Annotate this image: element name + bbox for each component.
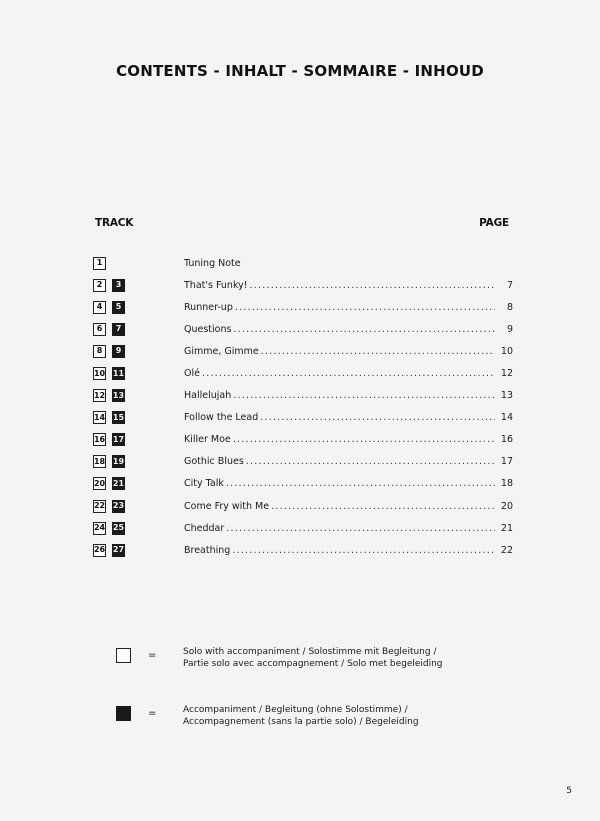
- track-numbers: [93, 257, 184, 270]
- dot-leader: [260, 412, 495, 423]
- entry-title: Tuning Note: [184, 257, 241, 269]
- entry-title: Breathing: [184, 544, 231, 556]
- page-number: 5: [566, 786, 572, 796]
- entry-page: 8: [506, 301, 513, 313]
- track-numbers: [93, 522, 184, 535]
- accompaniment-box-icon: [116, 706, 131, 721]
- track-numbers: [93, 323, 184, 336]
- dot-leader: [246, 456, 495, 467]
- solo-track-number: 18: [93, 455, 106, 468]
- solo-track-number: 4: [93, 301, 106, 314]
- accompaniment-track-number: 17: [112, 433, 125, 446]
- toc-entry: [184, 280, 513, 291]
- accompaniment-track-number: 9: [112, 345, 125, 358]
- legend-solo-line-1: Solo with accompaniment / Solostimme mit Begleitung /: [183, 647, 437, 657]
- toc-row: [93, 274, 513, 296]
- accompaniment-track-number: 19: [112, 455, 125, 468]
- entry-title: Come Fry with Me: [184, 500, 270, 512]
- dot-leader: [250, 280, 495, 291]
- entry-title: That's Funky!: [184, 279, 248, 291]
- toc-row: [93, 362, 513, 384]
- entry-title: Hallelujah: [184, 390, 232, 402]
- toc-row: [93, 385, 513, 407]
- toc-row: [93, 318, 513, 340]
- solo-track-number: 20: [93, 477, 106, 490]
- dot-leader: [261, 346, 495, 357]
- entry-page: 14: [500, 412, 513, 424]
- toc-entry: [184, 324, 513, 335]
- solo-track-number: 6: [93, 323, 106, 336]
- legend-solo-description: [183, 646, 513, 670]
- legend-accompaniment-description: [183, 704, 513, 728]
- dot-leader: [226, 523, 495, 534]
- legend-acc-line-2: Accompagnement (sans la partie solo) / Begeleiding: [183, 717, 419, 728]
- accompaniment-track-number: 3: [112, 279, 125, 292]
- track-numbers: [93, 301, 184, 314]
- dot-leader: [233, 390, 495, 401]
- solo-track-number: 14: [93, 411, 106, 424]
- toc-row: [93, 296, 513, 318]
- accompaniment-track-number: 15: [112, 411, 125, 424]
- solo-track-number: 1: [93, 257, 106, 270]
- legend-acc-line-1: Accompaniment / Begleitung (ohne Solostimme) /: [183, 705, 408, 715]
- entry-page: 20: [500, 500, 513, 512]
- solo-track-number: 12: [93, 389, 106, 402]
- table-of-contents: [93, 252, 513, 561]
- dot-leader: [271, 501, 495, 512]
- entry-page: 13: [500, 390, 513, 402]
- entry-page: 9: [506, 323, 513, 335]
- track-column-header: TRACK: [95, 217, 134, 229]
- track-numbers: [93, 544, 184, 557]
- track-numbers: [93, 279, 184, 292]
- solo-track-number: 26: [93, 544, 106, 557]
- solo-track-number: 8: [93, 345, 106, 358]
- dot-leader: [202, 368, 495, 379]
- toc-row: [93, 252, 513, 274]
- solo-track-number: 24: [93, 522, 106, 535]
- legend-equals: =: [148, 650, 157, 661]
- track-numbers: [93, 345, 184, 358]
- entry-title: Olé: [184, 368, 200, 380]
- toc-entry: [184, 346, 513, 357]
- track-numbers: [93, 455, 184, 468]
- track-numbers: [93, 389, 184, 402]
- solo-box-icon: [116, 648, 131, 663]
- toc-row: [93, 407, 513, 429]
- accompaniment-track-number: 27: [112, 544, 125, 557]
- entry-page: 7: [506, 279, 513, 291]
- toc-row: [93, 429, 513, 451]
- toc-entry: [184, 523, 513, 534]
- toc-row: [93, 539, 513, 561]
- solo-track-number: 22: [93, 500, 106, 513]
- toc-entry: [184, 302, 513, 313]
- accompaniment-track-number: 11: [112, 367, 125, 380]
- accompaniment-track-number: 23: [112, 500, 125, 513]
- track-numbers: [93, 433, 184, 446]
- legend-solo-line-2: Partie solo avec accompagnement / Solo met begeleiding: [183, 659, 443, 670]
- track-numbers: [93, 477, 184, 490]
- accompaniment-track-number: 25: [112, 522, 125, 535]
- toc-entry: [184, 456, 513, 467]
- accompaniment-track-number: 7: [112, 323, 125, 336]
- entry-page: 22: [500, 544, 513, 556]
- toc-row: [93, 495, 513, 517]
- entry-page: 18: [500, 478, 513, 490]
- toc-entry: [184, 501, 513, 512]
- toc-entry: [184, 545, 513, 556]
- entry-title: Cheddar: [184, 522, 225, 534]
- dot-leader: [226, 478, 495, 489]
- toc-row: [93, 517, 513, 539]
- toc-row: [93, 340, 513, 362]
- page-title: CONTENTS - INHALT - SOMMAIRE - INHOUD: [116, 62, 484, 80]
- entry-page: 21: [500, 522, 513, 534]
- solo-track-number: 2: [93, 279, 106, 292]
- accompaniment-track-number: 5: [112, 301, 125, 314]
- dot-leader: [233, 324, 495, 335]
- solo-track-number: 10: [93, 367, 106, 380]
- entry-page: 17: [500, 456, 513, 468]
- toc-entry: [184, 412, 513, 423]
- solo-track-number: 16: [93, 433, 106, 446]
- page-column-header: PAGE: [479, 217, 509, 229]
- track-numbers: [93, 411, 184, 424]
- entry-title: City Talk: [184, 478, 224, 490]
- entry-title: Runner-up: [184, 301, 233, 313]
- toc-entry: [184, 390, 513, 401]
- toc-entry: [184, 258, 513, 269]
- entry-title: Gimme, Gimme: [184, 345, 259, 357]
- accompaniment-track-number: 21: [112, 477, 125, 490]
- entry-title: Follow the Lead: [184, 412, 259, 424]
- toc-row: [93, 473, 513, 495]
- track-numbers: [93, 500, 184, 513]
- legend-equals: =: [148, 708, 157, 719]
- toc-row: [93, 451, 513, 473]
- entry-title: Questions: [184, 323, 232, 335]
- entry-title: Gothic Blues: [184, 456, 244, 468]
- toc-entry: [184, 434, 513, 445]
- track-numbers: [93, 367, 184, 380]
- toc-entry: [184, 368, 513, 379]
- entry-title: Killer Moe: [184, 434, 231, 446]
- dot-leader: [233, 434, 495, 445]
- dot-leader: [235, 302, 495, 313]
- dot-leader: [232, 545, 495, 556]
- accompaniment-track-number: 13: [112, 389, 125, 402]
- entry-page: 16: [500, 434, 513, 446]
- toc-entry: [184, 478, 513, 489]
- entry-page: 10: [500, 345, 513, 357]
- entry-page: 12: [500, 368, 513, 380]
